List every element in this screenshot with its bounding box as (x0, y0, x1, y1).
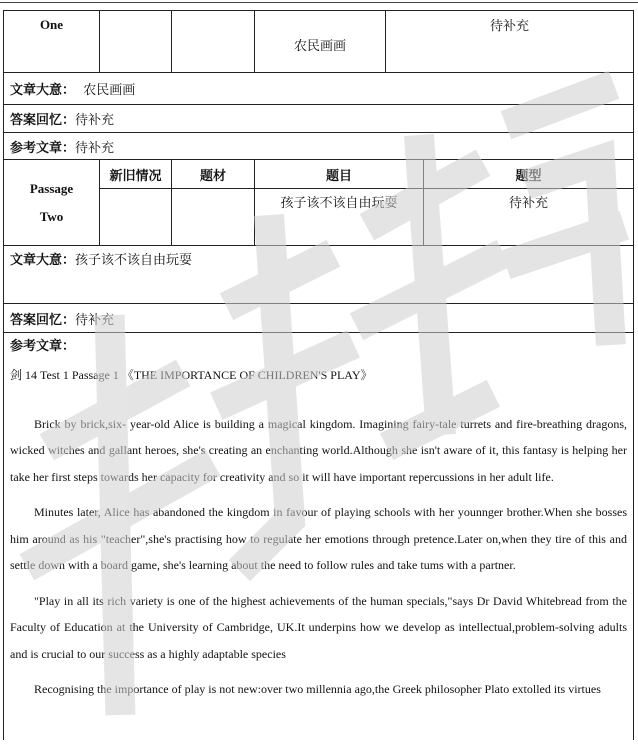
answer-recall-label: 答案回忆： (10, 312, 76, 328)
header-title: 题目 (255, 160, 424, 189)
passage-two-main-idea-row (4, 246, 634, 304)
empty-cell (100, 189, 172, 246)
passage-one-reference-row (4, 133, 634, 160)
main-idea-label: 文章大意： (10, 253, 76, 268)
reference-label: 参考文章： (10, 140, 76, 156)
header-type: 题型 (424, 160, 634, 189)
top-rule (0, 2, 638, 3)
main-idea-value: 孩子该不该自由玩耍 (75, 253, 193, 268)
passage-two-label-line1: Passage (29, 180, 74, 196)
article-paragraph: "Play in all its rich variety is one of the highest achievements of the human specials,"says Dr David Whitebread from the Faculty of Education at the University of Cambridge, UK.It underpins how we develop as intellectual,problem-solving adults and is crucial to our success as a highly adaptable species (10, 593, 627, 661)
answer-recall-label: 答案回忆： (10, 113, 76, 128)
reference-label: 参考文章： (10, 339, 76, 355)
empty-cell (100, 11, 172, 73)
article-source: 剑 14 Test 1 Passage 1 《THE IMPORTANCE OF CHILDREN'S PLAY》 (10, 368, 373, 382)
passage-two-answer-recall-row (4, 304, 634, 333)
passage-two-reference-row (4, 333, 634, 357)
passage-one-type: 待补充 (386, 11, 634, 73)
reference-article (10, 362, 627, 703)
passage-one-main-idea-row (4, 73, 634, 105)
main-idea-value: 农民画画 (83, 83, 136, 98)
answer-recall-value: 待补充 (75, 113, 115, 128)
passage-one-label: One (4, 11, 100, 73)
article-paragraph: Recognising the importance of play is not new:over two millennia ago,the Greek philosopher Plato extolled its virtues (34, 682, 601, 696)
passage-two-label (4, 160, 100, 246)
empty-cell (172, 189, 255, 246)
article-paragraph: Minutes later, Alice has abandoned the kingdom in favour of playing schools with her younnger brother.When she bosses him around as his "teacher",she's practising how to regulate her emotions through pretence.Later on,when they tire of this and settle down with a board game, she's learning about the need to follow rules and take tums with a partner. (10, 505, 627, 572)
passage-one-topic: 农民画画 (255, 11, 386, 73)
passage-one-answer-recall-row (4, 105, 634, 133)
passage-two-label-line2: Two (39, 208, 64, 224)
reference-value: 待补充 (75, 140, 115, 156)
passage-two-title: 孩子该不该自由玩耍 (255, 189, 424, 246)
article-paragraph: Brick by brick,six- year-old Alice is building a magical kingdom. Imagining fairy-tale turrets and fire-breathing dragons, wicked witches and gallant heroes, she's creating an enchanting world.Although she isn't aware of it, this fantasy is helping her take her first steps towards her capacity for creativity and so it will have important repercussions in her adult life. (10, 416, 627, 484)
passage-two-type: 待补充 (424, 189, 634, 246)
answer-recall-value: 待补充 (75, 312, 115, 328)
empty-cell (172, 11, 255, 73)
main-idea-label: 文章大意： (10, 83, 76, 98)
header-material: 题材 (172, 160, 255, 189)
header-new-old: 新旧情况 (100, 160, 172, 189)
exam-recall-table (3, 10, 634, 357)
